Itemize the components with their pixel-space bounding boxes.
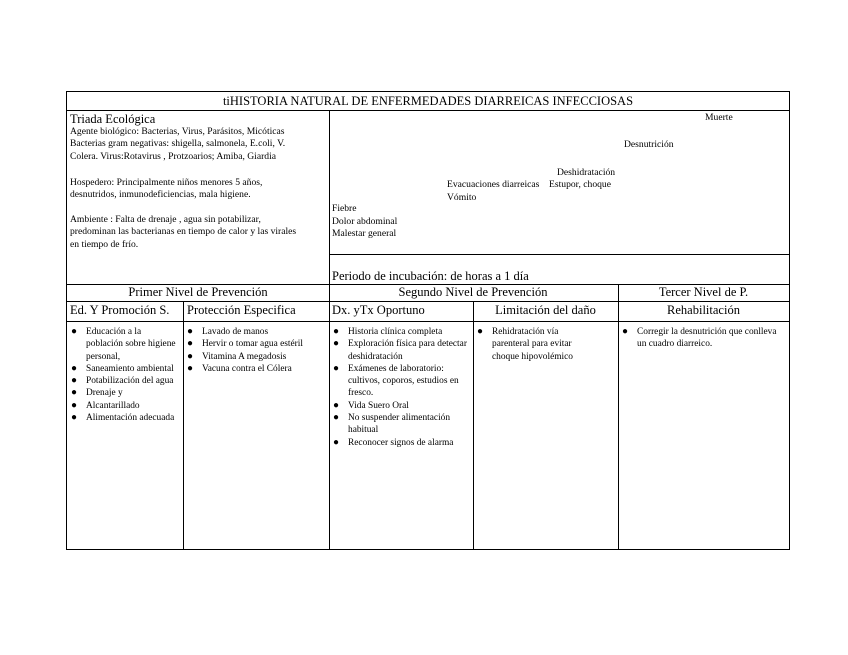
agente-block: [70, 126, 328, 163]
divider: [67, 110, 789, 111]
bullet-icon: ●: [71, 362, 78, 374]
bullet-icon: ●: [333, 362, 340, 374]
triada-heading: Triada Ecológica: [70, 112, 156, 126]
ambiente-line: en tiempo de frío.: [70, 238, 139, 250]
list-item: ● Vida Suero Oral: [333, 399, 409, 411]
col-limitacion: Limitación del daño: [495, 303, 596, 317]
bullet-icon: ●: [333, 412, 340, 424]
list-item: ● Vitamina A megadosis: [187, 350, 287, 362]
stage-vomito: Vómito: [447, 192, 477, 203]
col-ed-promocion: Ed. Y Promoción S.: [70, 303, 170, 317]
divider: [329, 110, 330, 284]
bullet-icon: ●: [187, 326, 194, 337]
agente-line: Colera. Virus:Rotavirus , Protzoarios; Amiba, Giardia: [70, 150, 277, 162]
stage-evacuaciones: Evacuaciones diarreicas Estupor, choque: [447, 179, 611, 190]
list-item: ● Reconocer signos de alarma: [333, 436, 454, 448]
list-item: ● Exploración física para detectar deshidratación: [333, 338, 467, 362]
hospedero-line: desnutridos, inmunodeficiencias, mala higiene.: [70, 189, 251, 201]
list-ed-promocion: [69, 326, 177, 424]
bullet-icon: ●: [333, 338, 340, 350]
bullet-icon: ●: [187, 362, 194, 374]
divider: [473, 301, 474, 550]
col-proteccion: Protección Especifica: [187, 303, 296, 317]
list-item: ● Drenaje y: [71, 387, 123, 399]
bullet-icon: ●: [71, 412, 78, 424]
stage-desnutricion: Desnutrición: [624, 139, 674, 150]
list-item: ● Educación a la población sobre higiene personal,: [71, 326, 176, 362]
list-item: ● Potabilización del agua: [71, 375, 174, 387]
list-item: ● Vacuna contra el Cólera: [187, 362, 292, 374]
stage-malestar: Malestar general: [332, 228, 397, 239]
bullet-icon: ●: [622, 326, 629, 337]
stage-fiebre: Fiebre: [332, 203, 357, 214]
primer-nivel-header: Primer Nivel de Prevención: [128, 285, 268, 299]
periodo-incubacion: Periodo de incubación: de horas a 1 día: [332, 269, 529, 283]
stage-muerte: Muerte: [705, 112, 733, 123]
divider: [329, 254, 789, 255]
bullet-icon: ●: [71, 326, 78, 337]
bullet-icon: ●: [477, 326, 484, 337]
divider: [67, 321, 789, 322]
bullet-icon: ●: [333, 436, 340, 448]
bullet-icon: ●: [333, 399, 340, 411]
agente-line: Agente biológico: Bacterias, Virus, Parásitos, Micóticas: [70, 126, 285, 137]
bullet-icon: ●: [187, 338, 194, 350]
list-limitacion: [475, 326, 593, 363]
stage-dolor: Dolor abdominal: [332, 216, 398, 227]
stage-deshidratacion: Deshidratación: [557, 167, 616, 178]
divider: [618, 284, 619, 550]
list-item: ● Corregir la desnutrición que conlleva un cuadro diarreico.: [622, 326, 777, 350]
list-item: ● Lavado de manos: [187, 326, 269, 337]
bullet-icon: ●: [71, 375, 78, 387]
list-item: ● Alimentación adecuada: [71, 412, 175, 424]
ambiente-block: [70, 214, 328, 251]
divider: [329, 284, 330, 550]
list-item: ● Rehidratación vía parenteral para evitar choque hipovolémico: [477, 326, 573, 362]
bullet-icon: ●: [187, 350, 194, 362]
agente-line: Bacterias gram negativas: shigella, salmonela, E.coli, V.: [70, 138, 286, 150]
hospedero-block: [70, 177, 328, 202]
document-title: tiHISTORIA NATURAL DE ENFERMEDADES DIARREICAS INFECCIOSAS: [222, 94, 634, 108]
list-item: ● Alcantarillado: [71, 399, 140, 411]
bullet-icon: ●: [71, 387, 78, 399]
list-item: ● Saneamiento ambiental: [71, 362, 174, 374]
bullet-icon: ●: [333, 326, 340, 337]
list-item: ● No suspender alimentación habitual: [333, 412, 451, 436]
list-item: ● Historia clínica completa: [333, 326, 443, 337]
col-rehabilitacion: Rehabilitación: [667, 303, 740, 317]
tercer-nivel-header: Tercer Nivel de P.: [658, 285, 749, 299]
list-dx-tx: [331, 326, 471, 449]
list-rehabilitacion: [620, 326, 780, 351]
hospedero-line: Hospedero: Principalmente niños menores 5 años,: [70, 177, 263, 188]
ambiente-line: Ambiente : Falta de drenaje , agua sin potabilizar,: [70, 214, 261, 225]
segundo-nivel-header: Segundo Nivel de Prevención: [398, 285, 548, 299]
list-proteccion: [185, 326, 327, 375]
natural-history-table: [66, 91, 790, 550]
list-item: ● Hervir o tomar agua estéril: [187, 338, 304, 350]
bullet-icon: ●: [71, 399, 78, 411]
divider: [183, 301, 184, 550]
ambiente-line: predominan las bacterianas en tiempo de calor y las virales: [70, 226, 297, 238]
col-dx-tx: Dx. yTx Oportuno: [332, 303, 425, 317]
list-item: ● Exámenes de laboratorio: cultivos, coporos, estudios en fresco.: [333, 362, 459, 399]
